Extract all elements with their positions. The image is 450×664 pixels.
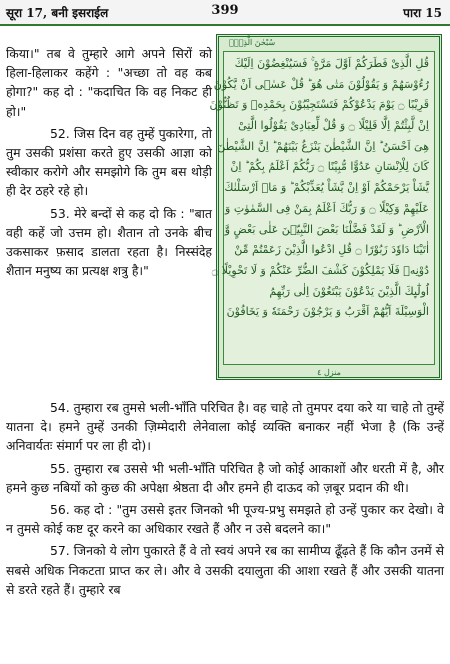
page-header xyxy=(0,0,450,26)
page-number: 399 xyxy=(211,3,239,18)
left-translation-column xyxy=(6,44,212,283)
arabic-line: قَرِیْبًا ۝ یَوْمَ یَدْعُوْكُمْ فَتَسْتَجِیْبُوْنَ بِحَمْدِهٖ وَ تَظُنُّوْنَ xyxy=(209,98,429,112)
arabic-line: كَانَ لِلْاِنْسَانِ عَدُوًّا مُّبِیْنًا ۝ رَبُّكُمْ اَعْلَمُ بِكُمْ ؕ اِنْ xyxy=(230,160,429,174)
arabic-line: الْوَسِیْلَةَ اَیُّهُمْ اَقْرَبُ وَ یَرْجُوْنَ رَحْمَتَهٗ وَ یَخَافُوْنَ xyxy=(226,305,429,319)
verse-55: 55. तुम्हारा रब उससे भी भली-भाँति परिचित है जो कोई आकाशों और धरती में है, और हमने कुछ नबियों को कुछ की अपेक्षा श्रेष्ठता दी और हमने ही दाऊद को ज़बूर प्रदान की थी। xyxy=(6,460,444,495)
arabic-panel-footer: منزل ٤ xyxy=(317,368,341,377)
verse-54: 54. तुम्हारा रब तुमसे भली-भाँति परिचित है। वह चाहे तो तुमपर दया करे या चाहे तो तुम्हें यातना दे। हमने तुम्हें उनकी ज़िम्मेदारी लेनेवाला कोई व्यक्ति बनाकर नहीं भेजा है (कि उन्हें अनिवार्यतः संमार्ग पर ला ही दो)। xyxy=(6,400,444,454)
para-label: पारा 15 xyxy=(403,6,442,20)
arabic-panel-header: سُبْحٰنَ الَّذِیْۤ xyxy=(229,38,276,47)
verse-57: 57. जिनको ये लोग पुकारते हैं वे तो स्वयं अपने रब का सामीप्य ढूँढ़ते हैं कि कौन उनमें से सबसे अधिक निकटता प्राप्त कर ले। और वे उसकी दयालुता की आशा रखते हैं और उसकी यातना से डरते रहते हैं। तुम्हारे रब xyxy=(6,543,444,597)
verse-52: 52. जिस दिन वह तुम्हें पुकारेगा, तो तुम उसकी प्रशंसा करते हुए उसकी आज्ञा को स्वीकार करोगे और समझोगे कि तुम बस थोड़ी ही देर ठहरे रहे हो। xyxy=(6,125,212,199)
arabic-text-frame xyxy=(209,51,435,365)
arabic-line: الْاَرْضِ ؕ وَ لَقَدْ فَضَّلْنَا بَعْضَ النَّبِیّٖنَ عَلٰى بَعْضٍ وَّ xyxy=(224,222,429,236)
arabic-line: اِنْ لَّبِثْتُمْ اِلَّا قَلِیْلًا ۝ وَ قُلْ لِّعِبَادِیْ یَقُوْلُوا الَّتِیْ xyxy=(238,119,429,133)
arabic-line: عَلَیْهِمْ وَكِیْلًا ۝ وَ رَبُّكَ اَعْلَمُ بِمَنْ فِی السَّمٰوٰتِ وَ xyxy=(225,201,429,215)
arabic-line: رُءُوْسَهُمْ وَ یَقُوْلُوْنَ مَتٰى هُوَ ؕ قُلْ عَسٰۤى اَنْ یَّكُوْنَ xyxy=(213,77,429,91)
full-translation-column xyxy=(6,398,444,602)
verse-51-end: किया।" तब वे तुम्हारे आगे अपने सिरों को हिला-हिलाकर कहेंगे : "अच्छा तो वह कब होगा?" कह दो : "कदाचित कि वह निकट ही हो।" xyxy=(6,46,212,119)
arabic-line: قُلِ الَّذِیْ فَطَرَكُمْ اَوَّلَ مَرَّةٍ ۚ فَسَیُنْغِضُوْنَ اِلَیْكَ xyxy=(234,57,429,70)
arabic-line: دُوْنِهٖ فَلَا یَمْلِكُوْنَ كَشْفَ الضُّرِّ عَنْكُمْ وَ لَا تَحْوِیْلًا ۝ xyxy=(211,263,429,277)
surah-title: सूरा 17, बनी इसराईल xyxy=(6,6,109,20)
verse-53: 53. मेरे बन्दों से कह दो कि : "बात वही कहें जो उत्तम हो। शैतान तो उनके बीच उकसाकर फ़साद डालता रहता है। निस्संदेह शैतान मनुष्य का प्रत्यक्ष शत्रु है।" xyxy=(6,205,212,279)
arabic-line: هِیَ اَحْسَنُ ؕ اِنَّ الشَّیْطٰنَ یَنْزَغُ بَیْنَهُمْ ؕ اِنَّ الشَّیْطٰنَ xyxy=(217,139,429,153)
arabic-line: اٰتَیْنَا دَاوٗدَ زَبُوْرًا ۝ قُلِ ادْعُوا الَّذِیْنَ زَعَمْتُمْ مِّنْ xyxy=(234,243,429,257)
arabic-line: یَّشَاْ یَرْحَمْكُمْ اَوْ اِنْ یَّشَاْ یُعَذِّبْكُمْ ؕ وَ مَاۤ اَرْسَلْنٰكَ xyxy=(224,181,429,195)
arabic-line: اُولٰٓىِٕكَ الَّذِیْنَ یَدْعُوْنَ یَبْتَغُوْنَ اِلٰى رَبِّهِمُ xyxy=(269,284,429,298)
arabic-verses xyxy=(209,52,434,323)
arabic-text-panel xyxy=(209,34,442,380)
verse-56: 56. कह दो : "तुम उससे इतर जिनको भी पूज्य-प्रभु समझते हो उन्हें पुकार कर देखो। वे न तुमसे कोई कष्ट दूर करने का अधिकार रखते हैं और न उसे बदलने का।" xyxy=(6,502,444,537)
